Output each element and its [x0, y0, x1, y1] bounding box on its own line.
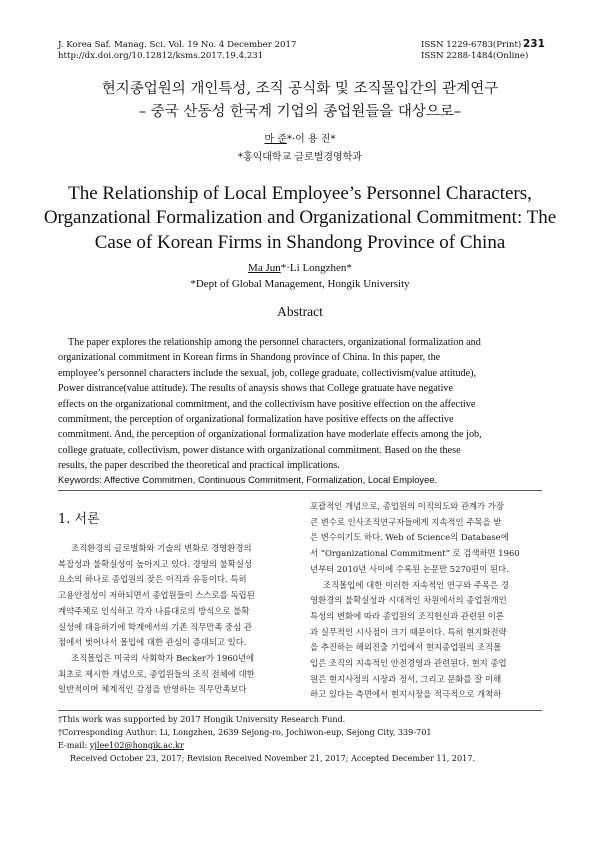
abstract-line: Power distrance(value attitude). The results of anaysis shows that College gratuate have negative [58, 383, 454, 395]
abstract-body [58, 335, 542, 474]
text-line: 입은 조직의 지속적인 안전경영과 관련된다. 현지 종업 [310, 658, 507, 669]
text-line: 조직몰입은 미국의 사회학자 Becker가 1960년에 [71, 652, 255, 663]
email-label: E-mail: [58, 740, 90, 750]
text-line: 실성에 대응하기에 학계에서의 기존 직무만족 중심 관 [58, 621, 252, 632]
divider [58, 490, 542, 491]
text-line: 점에서 벗어나서 몰입에 대한 관심이 증대되고 있다. [58, 637, 247, 648]
text-line: 조직환경의 글로벌화와 기술의 변화로 경영환경의 [71, 543, 252, 553]
abstract-line: effects on the organizational commitment, and the collectivism have positive effection on the affective [58, 398, 476, 410]
email-link[interactable]: yjlee102@hongik.ac.kr [89, 740, 184, 750]
footnote-dates: Received October 23, 2017; Revision Received November 21, 2017; Accepted December 11, 2017. [70, 753, 476, 763]
doi-link[interactable]: http://dx.doi.org/10.12812/ksms.2017.19.4.231 [58, 51, 264, 61]
english-author-rest: *·Li Longzhen* [280, 262, 352, 274]
issn-online: ISSN 2288-1484(Online) [421, 51, 529, 61]
abstract-line: organizational commitment in Korean firms in Shandong province of China. In this paper, the [58, 352, 441, 364]
left-column [58, 541, 290, 698]
text-line: 을 추진하는 해외진출 기업에서 현지종업원의 조직몰 [310, 642, 502, 653]
footnote-divider [58, 710, 542, 711]
text-line: 특성의 변화에 따라 종업원의 조직헌신과 관련된 이론 [310, 610, 504, 621]
english-author-1: Ma Jun [248, 262, 281, 274]
text-line: 포괄적인 개념으로, 종업원의 이직의도와 관계가 가장 [310, 501, 504, 511]
text-line: 서 “Organizational Commitment” 로 검색하면 1960 [310, 548, 520, 559]
english-authors [0, 262, 600, 274]
text-line: 조직몰입에 대한 이러한 지속적인 연구와 주목은 경 [323, 579, 509, 590]
korean-affiliation: *홍익대학교 글로벌경영학과 [237, 152, 363, 163]
abstract-line: The paper explores the relationship among the personnel characters, organizational formalization and [68, 337, 481, 348]
footnotes [58, 713, 542, 765]
journal-citation: J. Korea Saf. Manag. Sci. Vol. 19 No. 4 December 2017 [58, 40, 297, 50]
text-line: 원은 현지사정의 시장과 정서, 그리고 문화를 잘 이해 [310, 673, 502, 684]
english-title-line1: The Relationship of Local Employee’s Personnel Characters, [68, 183, 532, 204]
text-line: 은 변수이기도 하다. Web of Science의 Database에 [310, 532, 509, 543]
english-affiliation: *Dept of Global Management, Hongik University [190, 278, 410, 290]
abstract-line: results, the paper described the theoretical and practical implications. [58, 460, 340, 472]
section-heading: 1. 서론 [58, 512, 100, 527]
footnote-corresponding: †Corresponding Authur: Li, Longzhen, 2639 Sejong-ro, Jochiwon-eup, Sejong City, 339-701 [58, 727, 432, 737]
abstract-line: college gratuate, collectivism, power distance with organizational commitment. Based on the these [58, 444, 461, 456]
keywords: Keywords: Affective Commitmen, Continuous Commitment, Formalization, Local Employee. [58, 474, 438, 485]
abstract-line: commitment, the perception of organizational formalization have positive effects on the affective [58, 414, 454, 426]
text-line: 년부터 2010년 사이에 수록된 논문만 5270편이 된다. [310, 563, 509, 574]
korean-author-1: 마 준 [264, 134, 287, 145]
korean-author-rest: *·이 용 진* [286, 134, 336, 145]
abstract-line: commitment. And, the perception of organizational formalization have moderlate effects among the job, [58, 429, 482, 441]
korean-authors [0, 130, 600, 145]
text-line: 일반적이며 체계적인 감정을 반영하는 직무만족보다 [58, 684, 247, 695]
footnote-email [58, 739, 542, 752]
text-line: 복잡성과 불확실성이 높아지고 있다. 경영의 불확실성 [58, 558, 252, 569]
korean-title-line1: 현지종업원의 개인특성, 조직 공식화 및 조직몰입간의 관계연구 [101, 81, 499, 97]
text-line: 최초로 제시한 개념으로, 종업원들의 조직 전체에 대한 [58, 668, 255, 679]
right-column [310, 499, 542, 703]
text-line: 요소의 하나로 종업원의 잦은 이직과 유동이다. 특히 [58, 574, 247, 585]
text-line: 큰 변수로 인사조직연구자들에게 지속적인 주목을 받 [310, 516, 502, 527]
english-title-line3: Case of Korean Firms in Shandong Province of China [94, 232, 506, 253]
footnote-support: †This work was supported by 2017 Hongik University Research Fund. [58, 714, 346, 724]
abstract-heading: Abstract [277, 304, 323, 319]
issn-print: ISSN 1229-6783(Print) [421, 40, 522, 50]
abstract-line: employee’s personnel characters include the sexual, job, college graduate, collectivism(value attitude), [58, 367, 477, 379]
text-line: 하고 있다는 측면에서 현지시장을 적극적으로 개척하 [310, 689, 502, 700]
text-line: 계약주체로 인식하고 각자 나름대로의 방식으로 불확 [58, 605, 250, 616]
text-line: 과 실무적인 시사점이 크기 때문이다. 특히 현지화전략 [310, 626, 507, 637]
korean-title-line2: – 중국 산동성 한국계 기업의 종업원들을 대상으로– [138, 104, 462, 120]
text-line: 영환경의 불확실성과 시대적인 차원에서의 종업원개인 [310, 595, 507, 606]
page-number: 231 [523, 38, 545, 50]
english-title-line2: Organzational Formalization and Organizational Commitment: The [43, 207, 557, 228]
text-line: 고용안정성이 저하되면서 종업원들이 스스로를 독립된 [58, 590, 255, 601]
